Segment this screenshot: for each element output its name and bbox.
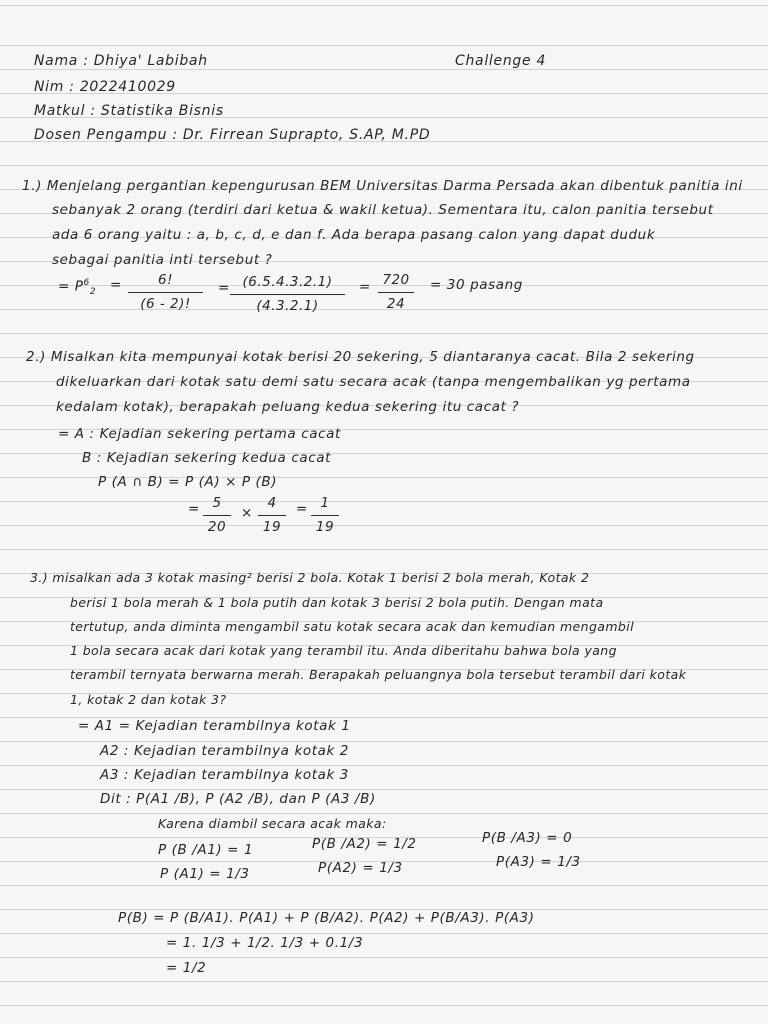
q3-line-1: 3.) misalkan ada 3 kotak masing² berisi 2 bola. Kotak 1 berisi 2 bola merah, Kotak 2 [30,570,590,585]
q2-fraction-3-bar [311,515,339,516]
q2-fraction-1-num: 5 [212,495,222,511]
q3-p-a1: P (A1) = 1/3 [160,866,250,882]
q1-fraction-3 [378,274,414,311]
q1-line-3: ada 6 orang yaitu : a, b, c, d, e dan f. Ada berapa pasang calon yang dapat duduk [52,227,656,243]
q2-fraction-2 [258,497,286,534]
q2-fraction-3-num: 1 [320,495,330,511]
q1-fraction-3-den: 24 [386,295,406,312]
q1-perm-sup: 6 [83,278,90,288]
q1-fraction-3-bar [378,292,414,293]
q3-p-a3: P(A3) = 1/3 [496,854,581,870]
q1-fraction-3-num: 720 [382,272,410,288]
q2-line-3: kedalam kotak), berapakah peluang kedua sekering itu cacat ? [56,399,520,415]
q1-fraction-1-den: (6 - 2)! [140,295,191,312]
q1-fraction-1-num: 6! [157,272,173,288]
q1-perm-lead [58,279,96,297]
header-dosen: Dosen Pengampu : Dr. Firrean Suprapto, S.AP, M.PD [34,127,431,143]
q2-fraction-3 [311,497,339,534]
q1-fraction-1 [128,274,203,311]
q3-pb-a1: P (B /A1) = 1 [158,842,254,858]
q1-fraction-2-num: (6.5.4.3.2.1) [242,274,333,290]
q3-p-a2: P(A2) = 1/3 [318,860,403,876]
q3-karena: Karena diambil secara acak maka: [158,816,387,831]
q3-line-2: berisi 1 bola merah & 1 bola putih dan kotak 3 berisi 2 bola putih. Dengan mata [70,595,604,610]
q2-fraction-1 [203,497,231,534]
q1-fraction-1-bar [128,292,203,293]
q3-pb-line-3: = 1/2 [166,960,207,976]
q1-line-1: 1.) Menjelang pergantian kepengurusan BEM Universitas Darma Persada akan dibentuk panitia ini [22,178,743,194]
q2-eq: = [188,501,200,517]
q2-eq-2: = [296,501,308,517]
q1-eq-1: = [110,277,122,293]
q3-def-a1: = A1 = Kejadian terambilnya kotak 1 [78,718,351,734]
q3-line-4: 1 bola secara acak dari kotak yang terambil itu. Anda diberitahu bahwa bola yang [70,643,617,658]
header-nim: Nim : 2022410029 [34,79,176,95]
q3-line-5: terambil ternyata berwarna merah. Berapakah peluangnya bola tersebut terambil dari kotak [70,667,687,682]
q3-def-a3: A3 : Kejadian terambilnya kotak 3 [100,767,349,783]
q1-line-2: sebanyak 2 orang (terdiri dari ketua & wakil ketua). Sementara itu, calon panitia tersebut [52,202,714,218]
q2-fraction-2-bar [258,515,286,516]
q3-line-6: 1, kotak 2 dan kotak 3? [70,692,227,707]
q2-def-a: = A : Kejadian sekering pertama cacat [58,426,341,442]
q3-line-3: tertutup, anda diminta mengambil satu kotak secara acak dan kemudian mengambil [70,619,634,634]
q2-fraction-3-den: 19 [315,518,335,535]
q2-line-1: 2.) Misalkan kita mempunyai kotak berisi 20 sekering, 5 diantaranya cacat. Bila 2 sekering [26,349,695,365]
q2-fraction-1-den: 20 [207,518,227,535]
q1-fraction-2-den: (4.3.2.1) [256,297,319,314]
q2-fraction-2-den: 19 [262,518,282,535]
header-matkul: Matkul : Statistika Bisnis [34,103,224,119]
q3-def-a2: A2 : Kejadian terambilnya kotak 2 [100,743,349,759]
q1-eq-2: = [218,280,230,296]
q1-fraction-2-bar [230,294,345,295]
q3-pb-line-1: P(B) = P (B/A1). P(A1) + P (B/A2). P(A2) + P(B/A3). P(A3) [118,910,535,926]
q1-perm-symbol: = P [58,278,84,295]
q3-pb-a2: P(B /A2) = 1/2 [312,836,417,852]
q2-fraction-1-bar [203,515,231,516]
q3-pb-line-2: = 1. 1/3 + 1/2. 1/3 + 0.1/3 [166,935,364,951]
q1-perm-sub: 2 [89,287,97,298]
q2-fraction-2-num: 4 [267,495,277,511]
q1-eq-3: = [359,279,371,295]
q1-fraction-2 [230,276,345,313]
q1-result: = 30 pasang [430,277,523,293]
q3-dit: Dit : P(A1 /B), P (A2 /B), dan P (A3 /B) [100,791,376,807]
q2-def-b: B : Kejadian sekering kedua cacat [82,450,332,466]
q3-pb-a3: P(B /A3) = 0 [482,830,573,846]
header-nama: Nama : Dhiya' Labibah [34,53,208,69]
q1-line-4: sebagai panitia inti tersebut ? [52,252,273,268]
q2-formula: P (A ∩ B) = P (A) × P (B) [98,474,278,490]
header-title: Challenge 4 [455,53,547,69]
q2-times: × [241,505,253,521]
q2-line-2: dikeluarkan dari kotak satu demi satu secara acak (tanpa mengembalikan yg pertama [56,374,691,390]
